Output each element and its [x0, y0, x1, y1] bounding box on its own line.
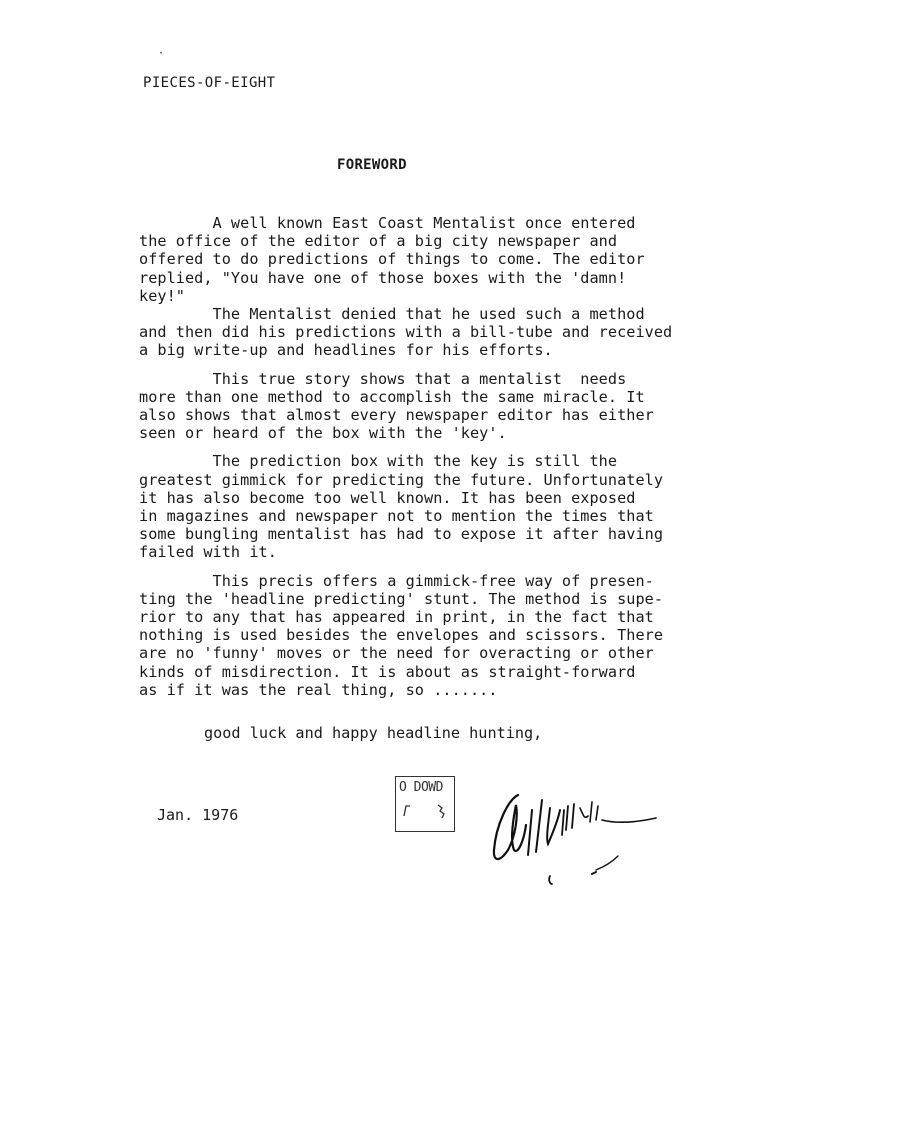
closing-line: good luck and happy headline hunting, [204, 724, 543, 742]
paragraph-2: The Mentalist denied that he used such a method and then did his predictions with a bill-tube and received a big write-up and headlines for his efforts. [139, 305, 673, 360]
stray-mark: · [158, 48, 165, 59]
signature-icon [488, 780, 668, 890]
paragraph-5: This precis offers a gimmick-free way of presen- ting the 'headline predicting' stunt. The method is supe- rior to any that has appeared in print, in the fact that nothing is used besides the envelopes and scissors. There are no 'funny' moves or the need for overacting or other kinds of misdirection. It is about as straight-forward as if it was the real thing, so ....... [139, 571, 664, 699]
stamp-box [395, 776, 455, 832]
paragraph-3: This true story shows that a mentalist needs more than one method to accomplish the same miracle. It also shows that almost every newspaper editor has either seen or heard of the box with the 'key'. [139, 369, 654, 443]
paragraph-1: A well known East Coast Mentalist once entered the office of the editor of a big city newspaper and offered to do predictions of things to come. The editor replied, "You have one of those boxes with the 'damn! key!" [139, 214, 645, 305]
document-header: PIECES-OF-EIGHT [143, 75, 276, 91]
date-line: Jan. 1976 [157, 806, 239, 824]
stamp-text: O DOWD [399, 780, 443, 795]
body-text [139, 214, 789, 699]
paragraph-4: The prediction box with the key is still the greatest gimmick for predicting the future. Unfortunately it has also become too well known. It has been exposed in magazines and newspaper not to mention the times that some bungling mentalist has had to expose it after having failed with it. [139, 452, 664, 562]
section-title: FOREWORD [337, 157, 407, 173]
stamp-mark-icon [400, 802, 450, 820]
